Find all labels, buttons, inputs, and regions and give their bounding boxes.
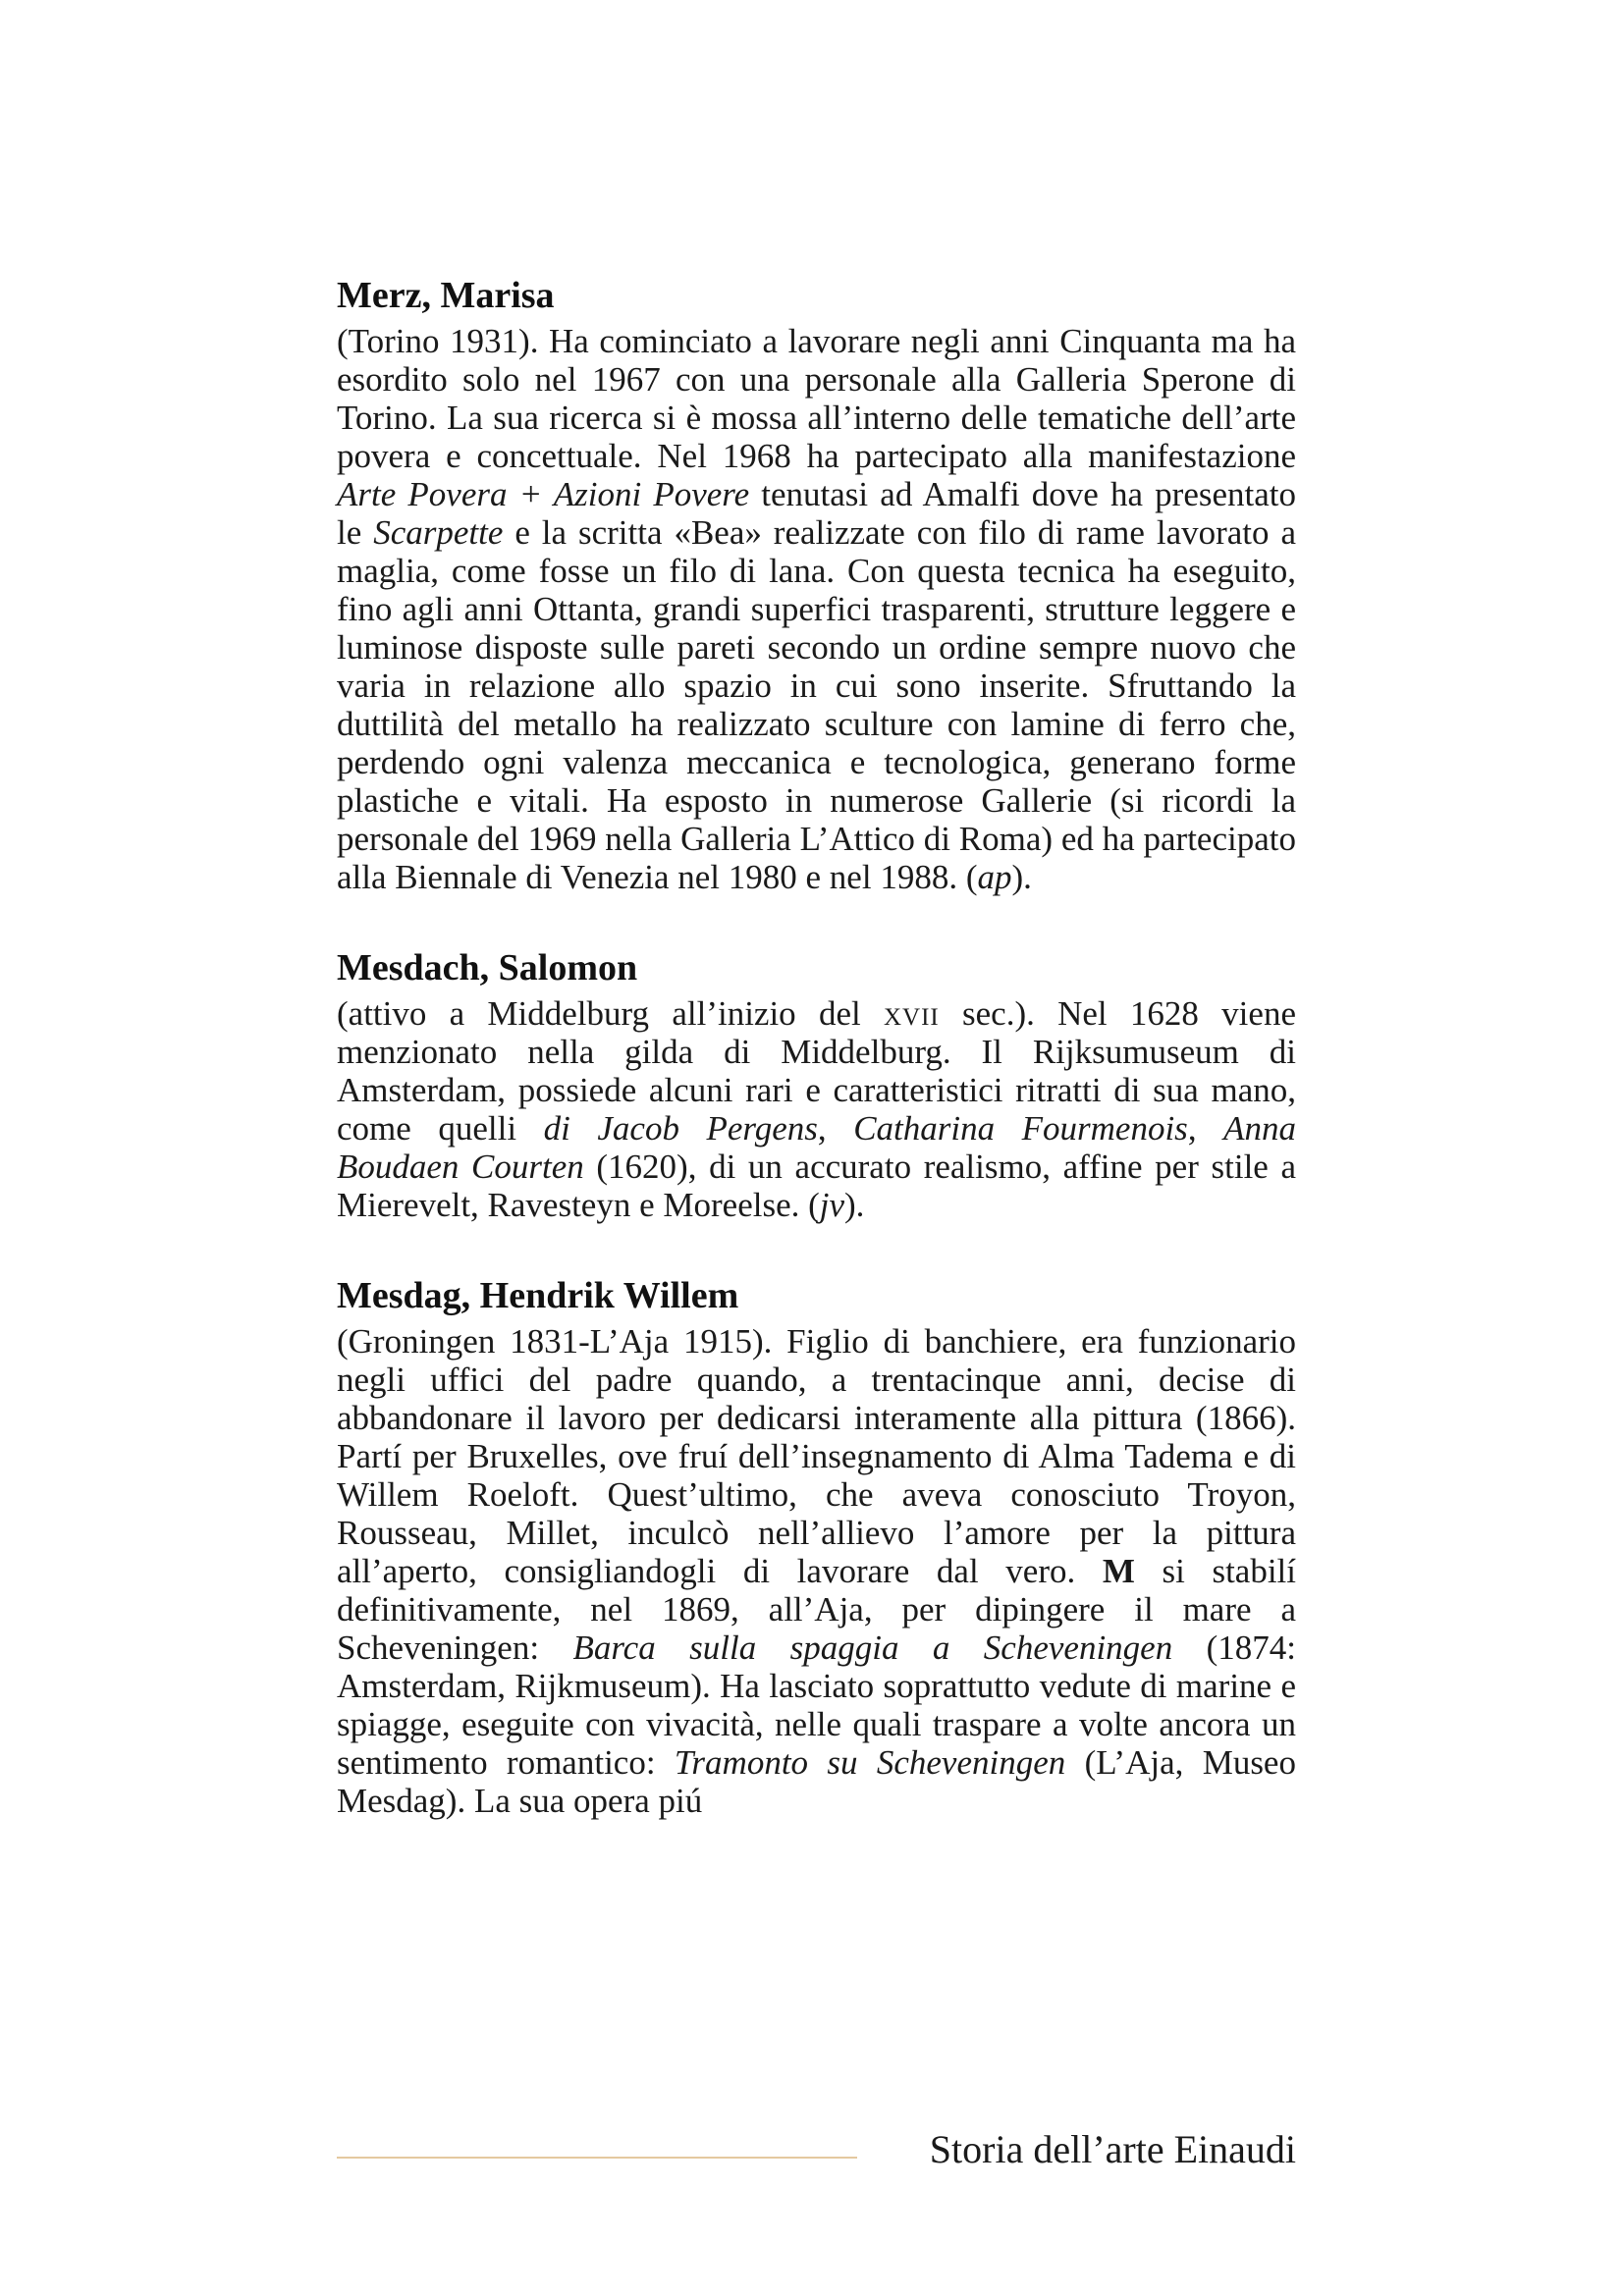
entry-text: sec.). Nel 1628 viene menzionato nella gilda di Middelburg. Il Rijksumuseum di Amsterdam, possiede alcuni rari e caratteristici ritratti di sua mano, come quelli <box>337 994 1296 1148</box>
entry-text: si stabilí definitivamente, nel 1869, all’Aja, per dipingere il mare a Scheveningen: <box>337 1552 1296 1667</box>
entry-text: , <box>817 1109 854 1148</box>
footer-rule <box>337 2157 857 2159</box>
author-initials: ap <box>977 858 1012 896</box>
artwork-title: Catharina Fourmenois <box>853 1109 1188 1148</box>
entry-title: Mesdach, Salomon <box>337 947 638 988</box>
artwork-title: Arte Povera + Azioni Povere <box>337 475 750 513</box>
entry-mesdag-hendrik-willem <box>337 1273 1296 1820</box>
entry-body <box>337 322 1296 896</box>
entry-mesdach-salomon <box>337 945 1296 1224</box>
entry-title: Mesdag, Hendrik Willem <box>337 1275 739 1316</box>
entry-merz-marisa <box>337 273 1296 896</box>
entry-text: ). <box>1011 858 1032 896</box>
entry-body <box>337 994 1296 1224</box>
entry-text: (Groningen 1831-L’Aja 1915). Figlio di banchiere, era funzionario negli uffici del padre quando, a trentacinque anni, decise di abbandonare il lavoro per dedicarsi interamente alla pittura (1866). Partí per Bruxelles, ove fruí dell’insegnamento di Alma Tadema e di Willem Roeloft. Quest’ultimo, che aveva conosciuto Troyon, Rousseau, Millet, inculcò nell’allievo l’amore per la pittura all’aperto, consigliandogli di lavorare dal vero. <box>337 1322 1296 1590</box>
page-footer <box>337 2125 1296 2184</box>
entry-text: (1620), di un accurato realismo, affine per stile a Mierevelt, Ravesteyn e Moreelse. ( <box>337 1148 1296 1224</box>
entry-title: Merz, Marisa <box>337 275 555 316</box>
century-numeral: xvii <box>883 994 940 1033</box>
entry-body <box>337 1322 1296 1820</box>
artwork-title: Tramonto su Scheveningen <box>674 1743 1066 1782</box>
entry-text: (attivo a Middelburg all’inizio del <box>337 994 884 1033</box>
artwork-title: di Jacob Pergens <box>543 1109 818 1148</box>
entry-text: (Torino 1931). Ha cominciato a lavorare negli anni Cinquanta ma ha esordito solo nel 1967 con una personale alla Galleria Sperone di Torino. La sua ricerca si è mossa all’interno delle tematiche dell’arte povera e concettuale. Nel 1968 ha partecipato alla manifestazione <box>337 322 1296 475</box>
author-initials: jv <box>819 1186 845 1224</box>
entry-text: ). <box>844 1186 865 1224</box>
entry-text: , <box>1187 1109 1224 1148</box>
artwork-title: Scarpette <box>373 513 504 552</box>
entry-text: tenutasi ad Amalfi dove ha presentato le <box>337 475 1296 552</box>
entry-text: e la scritta «Bea» realizzate con filo di rame lavorato a maglia, come fosse un filo di lana. Con questa tecnica ha eseguito, fino agli anni Ottanta, grandi superfici trasparenti, strutture leggere e luminose disposte sulle pareti secondo un ordine sempre nuovo che varia in relazione allo spazio in cui sono inserite. Sfruttando la duttilità del metallo ha realizzato sculture con lamine di ferro che, perdendo ogni valenza meccanica e tecnologica, generano forme plastiche e vitali. Ha esposto in numerose Gallerie (si ricordi la personale del 1969 nella Galleria L’Attico di Roma) ed ha partecipato alla Biennale di Venezia nel 1980 e nel 1988. ( <box>337 513 1296 896</box>
entry-text: (L’Aja, Museo Mesdag). La sua opera piú <box>337 1743 1296 1820</box>
artwork-title: Anna Boudaen Courten <box>337 1109 1296 1186</box>
subject-initial: M <box>1102 1552 1135 1590</box>
artwork-title: Barca sulla spaggia a Scheveningen <box>572 1629 1173 1667</box>
page-content <box>337 273 1296 1869</box>
entry-text: (1874: Amsterdam, Rijkmuseum). Ha lasciato soprattutto vedute di marine e spiagge, eseguite con vivacità, nelle quali traspare a volte ancora un sentimento romantico: <box>337 1629 1296 1782</box>
footer-publication-title: Storia dell’arte Einaudi <box>929 2127 1296 2171</box>
